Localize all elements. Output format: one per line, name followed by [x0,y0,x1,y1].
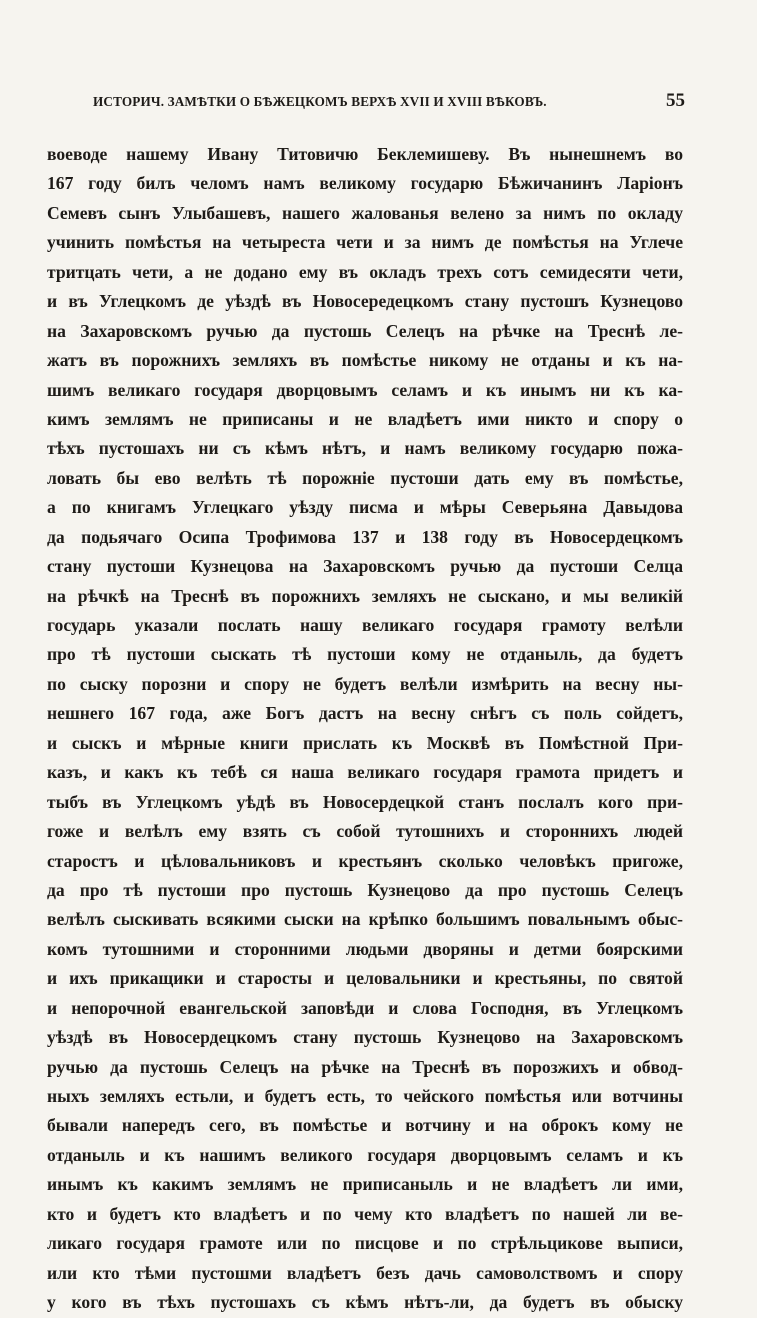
text-line: учинить помѣстья на четыреста чети и за нимъ де помѣстья на Углече [47,232,683,253]
text-line: и въ Углецкомъ де уѣздѣ въ Новосередецкомъ стану пустошъ Кузнецово [47,291,683,312]
text-line: и непорочной евангельской заповѣди и слова Господня, въ Углецкомъ [47,997,683,1018]
text-line: казъ, и какъ къ тебѣ ся наша великаго государя грамота придетъ и [47,762,683,783]
text-line: про тѣ пустоши сыскать тѣ пустоши кому не отданыль, да будетъ [47,644,683,665]
text-line: у кого въ тѣхъ пустошахъ съ кѣмъ нѣтъ-ли, да будетъ въ обыску [47,1292,683,1313]
text-line: или кто тѣми пустошми владѣетъ безъ дачь самоволствомъ и спору [47,1262,683,1283]
text-line: воеводе нашему Ивану Титовичю Беклемишеву. Въ нынешнемъ во [47,144,683,164]
text-line: стану пустоши Кузнецова на Захаровскомъ ручью да пустоши Селца [47,556,683,577]
text-line: да подьячаго Осипа Трофимова 137 и 138 году въ Новосердецкомъ [47,526,683,547]
text-line: комъ тутошними и сторонними людьми дворяны и детми боярскими [47,938,683,959]
text-line: тритцать чети, а не додано ему въ окладъ трехъ сотъ семидесяти чети, [47,261,683,282]
text-line: шимъ великаго государя дворцовымъ селамъ и къ инымъ ни къ ка- [47,379,683,400]
text-line: гоже и велѣлъ ему взять съ собой тутошнихъ и стороннихъ людей [47,821,683,842]
text-line: отданыль и къ нашимъ великого государя дворцовымъ селамъ и къ [47,1144,683,1165]
text-line: старостъ и цѣловальниковъ и крестьянъ сколько человѣкъ пригоже, [47,850,683,871]
text-line: велѣлъ сыскивать всякими сыски на крѣпко большимъ повальнымъ обыс- [47,909,683,930]
text-line: кимъ землямъ не приписаны и не владѣетъ ими никто и спору о [47,408,683,429]
text-line: 167 году билъ челомъ намъ великому государю Бѣжичанинъ Ларіонъ [47,173,683,194]
text-line: тыбъ въ Углецкомъ уѣдѣ въ Новосердецкой станъ послалъ кого при- [47,791,683,812]
text-line: и ихъ прикащики и старосты и целовальники и крестьяны, по святой [47,968,683,989]
running-title: ИСТОРИЧ. ЗАМѢТКИ О БѢЖЕЦКОМЪ ВЕРХѢ XVII И XVIII ВѢКОВЪ. [93,94,547,109]
running-header [93,90,685,116]
text-line: ныхъ земляхъ естьли, и будетъ есть, то чейского помѣстья или вотчины [47,1086,683,1106]
text-line: государь указали послать нашу великаго государя грамоту велѣли [47,615,683,635]
text-line: да про тѣ пустоши про пустошь Кузнецово да про пустошь Селецъ [47,879,683,900]
text-line: а по книгамъ Углецкаго уѣзду писма и мѣры Северьяна Давыдова [47,497,683,518]
text-line: на рѣчкѣ на Треснѣ въ порожнихъ земляхъ не сыскано, и мы великій [47,585,683,606]
text-line: ручью да пустошь Селецъ на рѣчке на Треснѣ въ порозжихъ и обвод- [47,1056,683,1077]
text-line: бывали напередъ сего, въ помѣстье и вотчину и на оброкъ кому не [47,1115,683,1136]
text-line: нешнего 167 года, аже Богъ дастъ на весну снѣгъ съ поль сойдетъ, [47,703,683,724]
text-line: ловать бы ево велѣть тѣ порожніе пустоши дать ему въ помѣстье, [47,467,683,488]
text-line: тѣхъ пустошахъ ни съ кѣмъ нѣтъ, и намъ великому государю пожа- [47,438,683,459]
text-line: и сыскъ и мѣрные книги прислать къ Москвѣ въ Помѣстной При- [47,732,683,753]
body-text [47,140,683,1318]
text-line: жатъ въ порожнихъ земляхъ въ помѣстье никому не отданы и къ на- [47,350,683,371]
text-line: ликаго государя грамоте или по писцове и по стрѣльцикове выписи, [47,1233,683,1254]
text-line: на Захаровскомъ ручью да пустошь Селецъ на рѣчке на Треснѣ ле- [47,320,683,341]
text-line: инымъ къ какимъ землямъ не приписаныль и не владѣетъ ли ими, [47,1174,683,1195]
text-line: кто и будетъ кто владѣетъ и по чему кто владѣетъ по нашей ли ве- [47,1203,683,1224]
text-line: Семевъ сынъ Улыбашевъ, нашего жалованья велено за нимъ по окладу [47,202,683,223]
text-line: по сыску порозни и спору не будетъ велѣли измѣрить на весну ны- [47,673,683,694]
page-number: 55 [666,90,685,111]
text-line: уѣздѣ въ Новосердецкомъ стану пустошь Кузнецово на Захаровскомъ [47,1027,683,1048]
